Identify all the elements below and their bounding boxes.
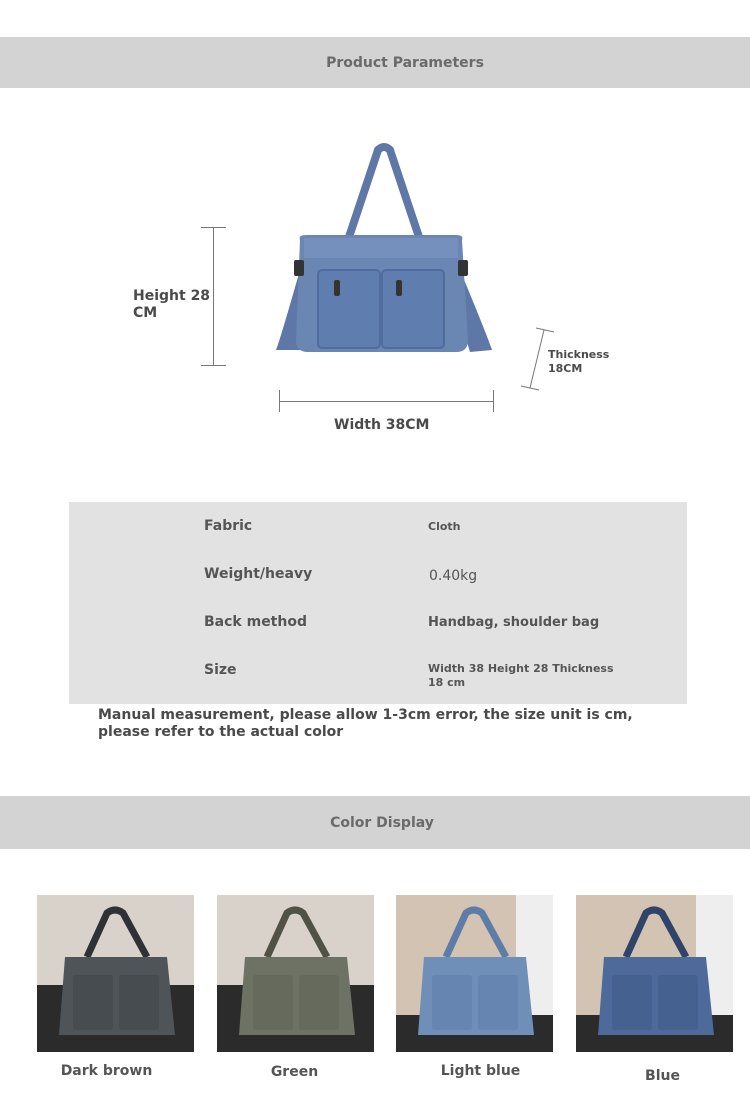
height-dimension-cap-bottom	[201, 365, 226, 366]
color-swatch-light-blue[interactable]	[396, 895, 553, 1052]
color-name: Green	[270, 1064, 319, 1080]
width-dimension-cap-left	[279, 390, 280, 412]
width-dimension-cap-right	[493, 390, 494, 412]
color-name: Light blue	[440, 1063, 521, 1079]
spec-value: Handbag, shoulder bag	[428, 615, 600, 630]
spec-value: Cloth	[428, 520, 461, 533]
color-swatch-image	[37, 895, 194, 1052]
spec-row	[69, 518, 687, 566]
product-image	[260, 140, 510, 370]
thickness-label: Thickness 18CM	[548, 348, 610, 375]
spec-label: Size	[204, 662, 237, 678]
section-title: Color Display	[330, 814, 434, 831]
color-swatch-image	[396, 895, 553, 1052]
spec-row	[69, 566, 687, 614]
spec-row	[69, 614, 687, 662]
color-swatch-blue[interactable]	[576, 895, 733, 1052]
spec-value: 0.40kg	[429, 568, 478, 584]
spec-label: Back method	[204, 614, 307, 630]
width-dimension-line	[279, 401, 494, 402]
height-label: Height 28 CM	[133, 288, 211, 321]
spec-table	[69, 502, 687, 704]
color-swatch-image	[217, 895, 374, 1052]
section-header-colors	[0, 796, 750, 849]
section-header-params	[0, 37, 750, 88]
width-label: Width 38CM	[334, 417, 430, 433]
color-name: Dark brown	[60, 1063, 153, 1079]
measurement-note: Manual measurement, please allow 1-3cm error, the size unit is cm, please refer to the actual color	[98, 707, 633, 740]
spec-row	[69, 662, 687, 710]
section-title: Product Parameters	[326, 54, 484, 71]
color-swatch-dark-brown[interactable]	[37, 895, 194, 1052]
spec-label: Weight/heavy	[204, 566, 313, 582]
color-name: Blue	[645, 1068, 680, 1084]
height-dimension-line	[213, 227, 214, 365]
height-dimension-cap-top	[201, 227, 226, 228]
spec-label: Fabric	[204, 518, 253, 534]
color-swatch-image	[576, 895, 733, 1052]
color-swatch-green[interactable]	[217, 895, 374, 1052]
spec-value: Width 38 Height 28 Thickness 18 cm	[428, 662, 614, 689]
